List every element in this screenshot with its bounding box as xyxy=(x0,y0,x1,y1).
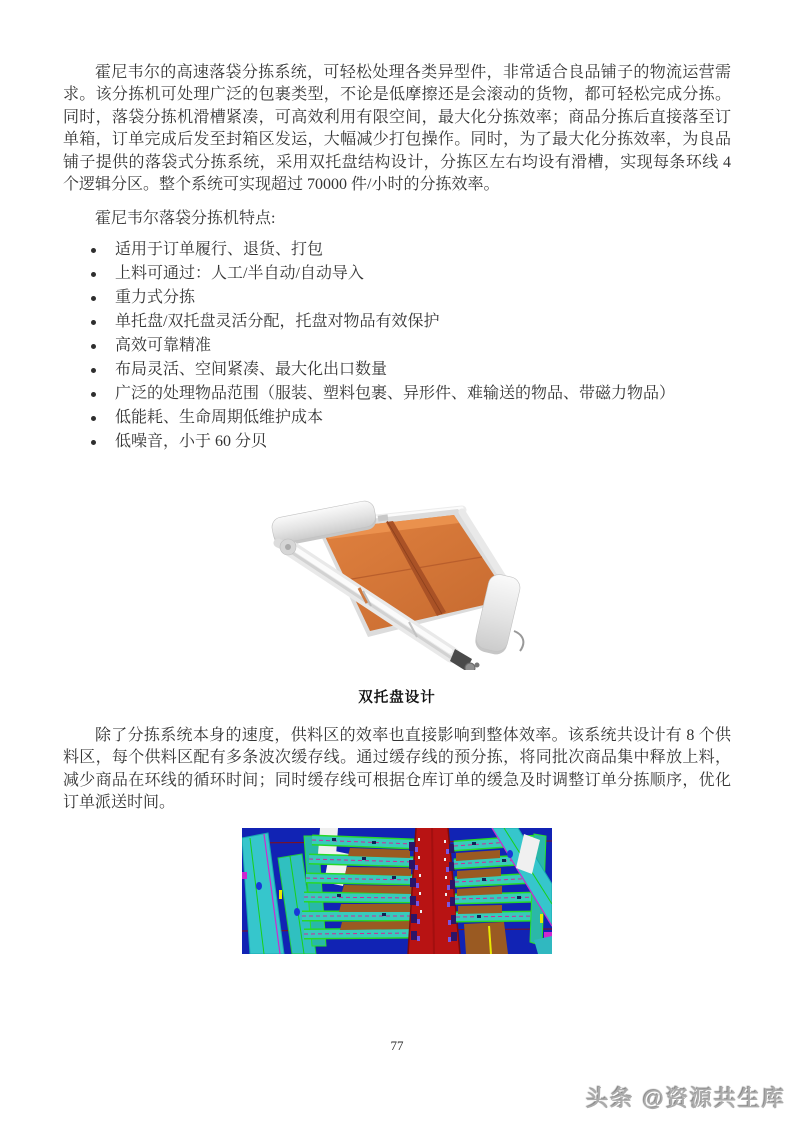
cad-layout-image xyxy=(242,828,552,954)
watermark-text: 头条 @资源共生库 xyxy=(586,1086,786,1111)
bullet-icon xyxy=(91,440,96,445)
list-item xyxy=(115,334,731,358)
bullet-icon xyxy=(91,272,96,277)
list-item-text: 布局灵活、空间紧凑、最大化出口数量 xyxy=(115,360,388,378)
page-number: 77 xyxy=(390,1038,404,1053)
paragraph-intro: 霍尼韦尔的高速落袋分拣系统，可轻松处理各类异型件，非常适合良品铺子的物流运营需求。该分拣机可处理广泛的包裹类型，不论是低摩擦还是会滚动的货物，都可轻松完成分拣。同时，落袋分拣机滑槽紧凑，可高效利用有限空间，最大化分拣效率；商品分拣后直接落至订单箱，订单完成后发至封箱区发运，大幅减少打包操作。同时，为了最大化分拣效率，为良品铺子提供的落袋式分拣系统，采用双托盘结构设计，分拣区左右均设有滑槽，实现每条环线 4 个逻辑分区。整个系统可实现超过 70000 件/小时的分拣效率。 xyxy=(63,64,731,194)
list-item xyxy=(115,358,731,382)
paragraph-supply: 除了分拣系统本身的速度，供料区的效率也直接影响到整体效率。该系统共设计有 8 个供料区，每个供料区配有多条波次缓存线。通过缓存线的预分拣，将同批次商品集中释放上料，减少商品在环线的循环时间；同时缓存线可根据仓库订单的缓急及时调整订单分拣顺序，优化订单派送时间。 xyxy=(63,726,731,812)
bullet-icon xyxy=(91,416,96,421)
list-item xyxy=(115,382,731,406)
features-list xyxy=(63,238,731,454)
list-item-text: 低噪音，小于 60 分贝 xyxy=(115,432,268,450)
list-item-text: 广泛的处理物品范围（服装、塑料包裹、异形件、难输送的物品、带磁力物品） xyxy=(115,384,676,402)
list-item xyxy=(115,286,731,310)
bullet-icon xyxy=(91,368,96,373)
list-item-text: 低能耗、生命周期低维护成本 xyxy=(115,408,324,426)
features-heading: 霍尼韦尔落袋分拣机特点: xyxy=(95,210,276,228)
dual-tray-figure xyxy=(262,485,532,707)
list-item xyxy=(115,262,731,286)
dual-tray-render-image xyxy=(262,485,532,670)
list-item-text: 重力式分拣 xyxy=(115,288,196,306)
page-content xyxy=(63,62,731,954)
cad-layout-figure xyxy=(242,828,552,954)
list-item-text: 适用于订单履行、退货、打包 xyxy=(115,240,324,258)
list-item-text: 高效可靠精准 xyxy=(115,336,212,354)
list-item-text: 单托盘/双托盘灵活分配，托盘对物品有效保护 xyxy=(115,312,440,330)
bullet-icon xyxy=(91,320,96,325)
list-item xyxy=(115,406,731,430)
list-item xyxy=(115,430,731,454)
list-item-text: 上料可通过：人工/半自动/自动导入 xyxy=(115,264,364,282)
bullet-icon xyxy=(91,296,96,301)
bullet-icon xyxy=(91,344,96,349)
list-item xyxy=(115,310,731,334)
bullet-icon xyxy=(91,392,96,397)
figure-caption: 双托盘设计 xyxy=(358,689,436,706)
list-item xyxy=(115,238,731,262)
bullet-icon xyxy=(91,248,96,253)
